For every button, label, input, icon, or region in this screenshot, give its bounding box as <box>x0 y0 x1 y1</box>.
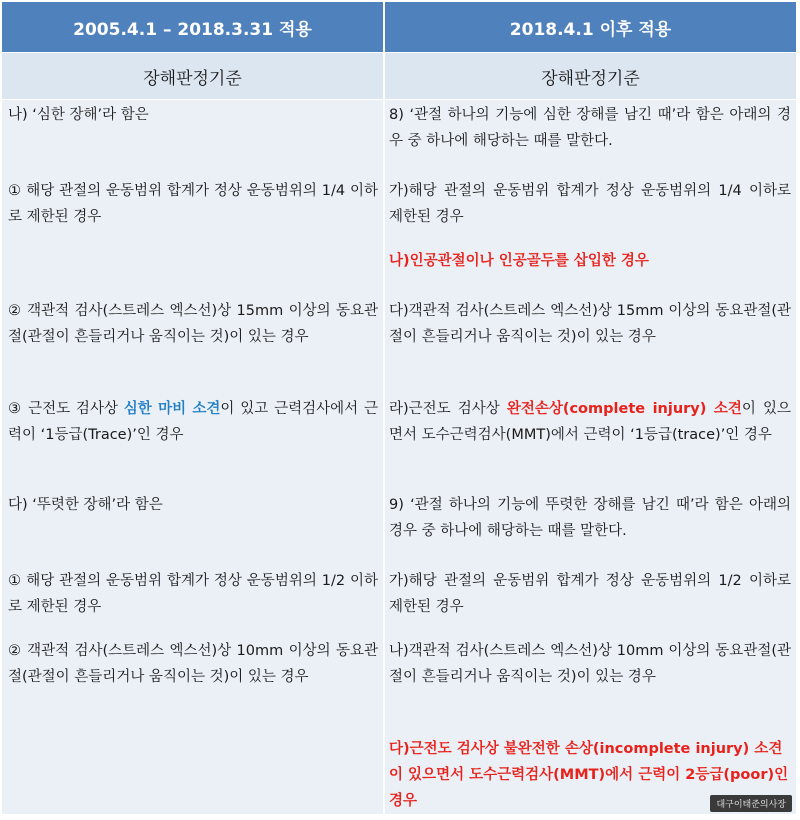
comparison-table <box>2 2 796 814</box>
watermark-stamp: 대구이태준의사장 <box>710 795 792 812</box>
right-item-9-ga: 가)해당 관절의 운동범위 합계가 정상 운동범위의 1/2 이하로 제한된 경우 <box>389 573 791 615</box>
left-item-severe-3 <box>8 396 378 448</box>
right-item-8-na: 나)인공관절이나 인공골두를 삽입한 경우 <box>389 253 649 269</box>
left-column-body <box>2 100 383 814</box>
header-right-period: 2018.4.1 이후 적용 <box>385 2 796 52</box>
right-item-8-da: 다)객관적 검사(스트레스 엑스선)상 15mm 이상의 동요관절(관절이 흔들리거나 움직이는 것)이 있는 경우 <box>389 303 791 345</box>
column-divider <box>383 2 385 814</box>
right-item-8-heading: 8) ‘관절 하나의 기능에 심한 장해를 남긴 때’라 함은 아래의 경우 중 하나에 해당하는 때를 말한다. <box>389 107 791 149</box>
right-item-9-da: 다)근전도 검사상 불완전한 손상(incomplete injury) 소견이 있으면서 도수근력검사(MMT)에서 근력이 2등급(poor)인 경우 <box>389 741 789 809</box>
subheader-left: 장해판정기준 <box>2 53 383 99</box>
right-item-9-na: 나)객관적 검사(스트레스 엑스선)상 10mm 이상의 동요관절(관절이 흔들리거나 움직이는 것)이 있는 경우 <box>389 643 791 685</box>
subheader-right: 장해판정기준 <box>385 53 796 99</box>
left-item-marked-2: ② 객관적 검사(스트레스 엑스선)상 10mm 이상의 동요관절(관절이 흔들리거나 움직이는 것)이 있는 경우 <box>8 643 378 685</box>
left-item-marked-1: ① 해당 관절의 운동범위 합계가 정상 운동범위의 1/2 이하로 제한된 경우 <box>8 573 378 615</box>
left-item-severe-3-highlight: 심한 마비 소견 <box>123 401 221 417</box>
left-item-severe-3-text-c: 이 있고 근력검사에서 근력이 ‘1등급(Trace)’인 경우 <box>8 401 378 443</box>
right-column-body <box>385 100 796 814</box>
left-item-marked-heading: 다) ‘뚜렷한 장해’라 함은 <box>8 497 163 513</box>
left-item-severe-1: ① 해당 관절의 운동범위 합계가 정상 운동범위의 1/4 이하로 제한된 경우 <box>8 183 378 225</box>
right-item-8-ra-text-c: 이 있으면서 도수근력검사(MMT)에서 근력이 ‘1등급(trace)’인 경우 <box>389 401 791 443</box>
left-item-severe-heading: 나) ‘심한 장해’라 함은 <box>8 107 149 123</box>
left-item-severe-2: ② 객관적 검사(스트레스 엑스선)상 15mm 이상의 동요관절(관절이 흔들리거나 움직이는 것)이 있는 경우 <box>8 303 378 345</box>
right-item-8-ra-text-a: 라)근전도 검사상 <box>389 401 507 417</box>
header-left-period: 2005.4.1 – 2018.3.31 적용 <box>2 2 383 52</box>
right-item-8-ra-highlight: 완전손상(complete injury) 소견 <box>506 401 742 417</box>
right-item-8-ra <box>389 396 791 448</box>
right-item-8-ga: 가)해당 관절의 운동범위 합계가 정상 운동범위의 1/4 이하로 제한된 경우 <box>389 183 791 225</box>
right-item-9-heading: 9) ‘관절 하나의 기능에 뚜렷한 장해를 남긴 때’라 함은 아래의 경우 중 하나에 해당하는 때를 말한다. <box>389 497 791 539</box>
left-item-severe-3-text-a: ③ 근전도 검사상 <box>8 401 124 417</box>
header-divider <box>2 52 796 53</box>
subheader-divider <box>2 99 796 100</box>
